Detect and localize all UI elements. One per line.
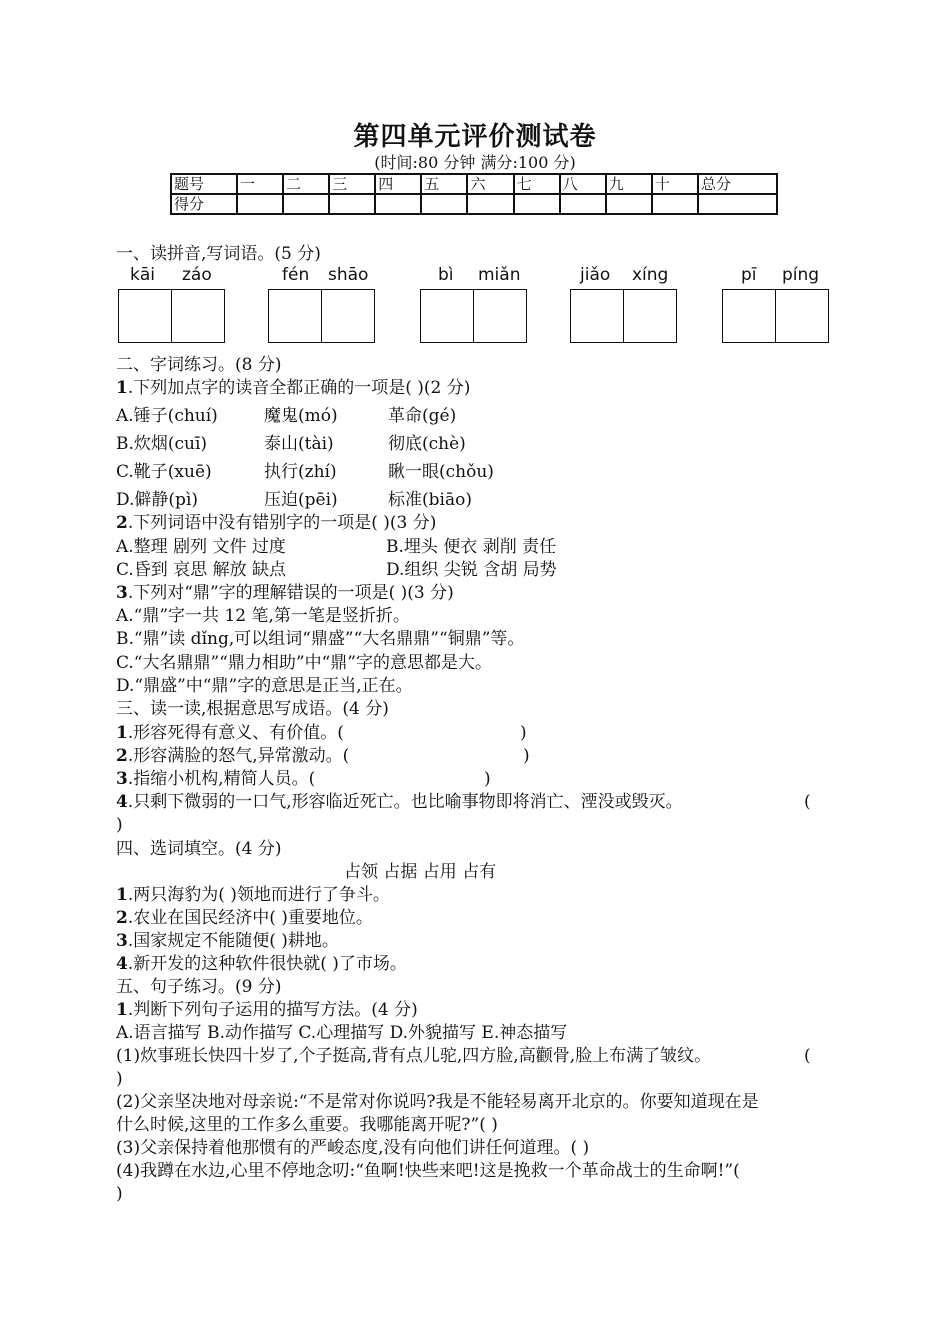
score-blank[interactable] [421,194,467,214]
question-text: .判断下列句子运用的描写方法。(4 分) [127,1000,418,1020]
answer-paren-close: ) [116,1184,123,1204]
exam-time-info: (时间:80 分钟 满分:100 分) [374,153,576,172]
question-stem [116,512,436,534]
answer-paren-close: ) [116,1069,123,1089]
question-text: .指缩小机构,精简人员。( [127,769,316,789]
word-bank: 占领 占据 占用 占有 [344,862,497,882]
writing-box[interactable] [473,289,527,343]
option-row: A.整理 剧列 文件 过度 [116,537,286,557]
writing-box[interactable] [420,289,474,343]
option-a3: 革命(gé) [388,406,457,426]
sentence-2-cont: 什么时候,这里的工作多么重要。我哪能离开呢?”( ) [116,1115,498,1135]
option-row: B.“鼎”读 dǐng,可以组词“鼎盛”“大名鼎鼎”“铜鼎”等。 [116,629,525,649]
writing-box[interactable] [321,289,375,343]
pinyin-label: bì [438,265,454,285]
option-d3: 标准(biāo) [388,490,472,510]
question-text: .下列加点字的读音全都正确的一项是( )(2 分) [127,378,471,398]
score-blank[interactable] [375,194,421,214]
score-blank[interactable] [652,194,698,214]
question-number: 2 [116,746,128,766]
option-c1: C.靴子(xuē) [116,462,212,482]
question-number: 3 [116,583,128,603]
pinyin-label: xíng [632,265,669,285]
section-3-heading: 三、读一读,根据意思写成语。(4 分) [116,699,389,719]
score-cell: 四 [375,174,421,194]
pinyin-label: fén [282,265,310,285]
sentence-3: (3)父亲保持着他那惯有的严峻态度,没有向他们讲任何道理。( ) [116,1138,590,1158]
sentence-4: (4)我蹲在水边,心里不停地念叨:“鱼啊!快些来吧!这是挽救一个革命战士的生命啊!”( [116,1161,740,1181]
question-text: .下列对“鼎”字的理解错误的一项是( )(3 分) [127,583,454,603]
score-blank[interactable] [514,194,560,214]
question-text: .只剩下微弱的一口气,形容临近死亡。也比喻事物即将消亡、湮没或毁灭。 [127,792,683,812]
section-1-heading: 一、读拼音,写词语。(5 分) [116,244,321,264]
score-cell: 得分 [171,194,237,214]
score-cell: 五 [421,174,467,194]
option-d1: D.僻静(pì) [116,490,199,510]
answer-paren-close: ) [520,723,527,743]
section-2-heading: 二、字词练习。(8 分) [116,355,282,375]
pinyin-label: kāi [130,265,155,285]
writing-box[interactable] [171,289,225,343]
option-row: C.昏到 哀思 解放 缺点 [116,560,287,580]
score-cell: 十 [652,174,698,194]
score-cell: 六 [467,174,513,194]
question-number: 1 [116,378,128,398]
score-blank[interactable] [467,194,513,214]
option-row: A.“鼎”字一共 12 笔,第一笔是竖折折。 [116,606,410,626]
question-text: .形容死得有意义、有价值。( [127,723,344,743]
writing-box[interactable] [268,289,322,343]
answer-paren-open: ( [804,1046,811,1066]
question-item [116,953,407,975]
score-blank[interactable] [237,194,283,214]
question-number: 1 [116,1000,128,1020]
writing-box[interactable] [722,289,776,343]
option-b1: B.炊烟(cuī) [116,434,208,454]
sentence-2: (2)父亲坚决地对母亲说:“不是常对你说吗?我是不能轻易离开北京的。你要知道现在是 [116,1092,759,1112]
question-number: 3 [116,931,128,951]
option-row: B.埋头 便衣 剥削 责任 [386,537,557,557]
question-stem [116,377,470,399]
score-cell: 九 [606,174,652,194]
page-title: 第四单元评价测试卷 [353,122,597,152]
method-options: A.语言描写 B.动作描写 C.心理描写 D.外貌描写 E.神态描写 [116,1023,568,1043]
option-row: D.“鼎盛”中“鼎”字的意思是正当,正在。 [116,676,413,696]
question-stem [116,999,418,1021]
pinyin-label: píng [782,265,820,285]
option-d2: 压迫(pēi) [264,490,338,510]
question-number: 1 [116,723,128,743]
question-text: .形容满脸的怒气,异常激动。( [127,746,350,766]
score-cell: 八 [560,174,606,194]
section-4-heading: 四、选词填空。(4 分) [116,839,282,859]
question-number: 2 [116,513,128,533]
question-item [116,722,344,744]
score-table-header-row [171,174,777,194]
option-row: C.“大名鼎鼎”“鼎力相助”中“鼎”字的意思都是大。 [116,653,492,673]
question-item [116,907,373,929]
writing-box[interactable] [623,289,677,343]
question-text: .下列词语中没有错别字的一项是( )(3 分) [127,513,437,533]
question-item [116,745,349,767]
score-blank[interactable] [329,194,375,214]
question-number: 3 [116,769,128,789]
question-item [116,884,390,906]
question-stem [116,582,454,604]
option-c3: 瞅一眼(chǒu) [388,462,494,482]
question-number: 4 [116,792,128,812]
section-5-heading: 五、句子练习。(9 分) [116,977,282,997]
score-cell: 一 [237,174,283,194]
score-cell: 总分 [698,174,777,194]
option-b3: 彻底(chè) [388,434,466,454]
writing-box[interactable] [570,289,624,343]
pinyin-label: pī [741,265,757,285]
option-a1: A.锤子(chuí) [116,406,218,426]
pinyin-label: jiǎo [580,265,611,285]
question-text: .农业在国民经济中( )重要地位。 [127,908,373,928]
answer-paren-close: ) [484,769,491,789]
option-c2: 执行(zhí) [264,462,337,482]
sentence-1: (1)炊事班长快四十岁了,个子挺高,背有点儿驼,四方脸,高颧骨,脸上布满了皱纹。 [116,1046,712,1066]
score-blank[interactable] [606,194,652,214]
question-number: 4 [116,954,128,974]
option-row: D.组织 尖锐 含胡 局势 [386,560,557,580]
question-text: .两只海豹为( )领地而进行了争斗。 [127,885,390,905]
question-number: 2 [116,908,128,928]
question-text: .新开发的这种软件很快就( )了市场。 [127,954,407,974]
score-cell: 题号 [171,174,237,194]
score-table [170,173,778,215]
writing-box[interactable] [118,289,172,343]
score-blank[interactable] [560,194,606,214]
question-item [116,930,339,952]
question-item [116,791,683,813]
pinyin-label: miǎn [478,265,521,285]
writing-box[interactable] [775,289,829,343]
question-item [116,768,315,790]
score-blank[interactable] [283,194,329,214]
score-blank[interactable] [698,194,777,214]
answer-paren-open: ( [804,792,811,812]
answer-paren-close: ) [116,815,123,835]
question-number: 1 [116,885,128,905]
score-cell: 二 [283,174,329,194]
score-cell: 三 [329,174,375,194]
pinyin-label: shāo [328,265,369,285]
question-text: .国家规定不能随便( )耕地。 [127,931,339,951]
option-b2: 泰山(tài) [264,434,334,454]
pinyin-label: záo [182,265,212,285]
option-a2: 魔鬼(mó) [264,406,338,426]
score-cell: 七 [514,174,560,194]
answer-paren-close: ) [523,746,530,766]
score-table-score-row [171,194,777,214]
